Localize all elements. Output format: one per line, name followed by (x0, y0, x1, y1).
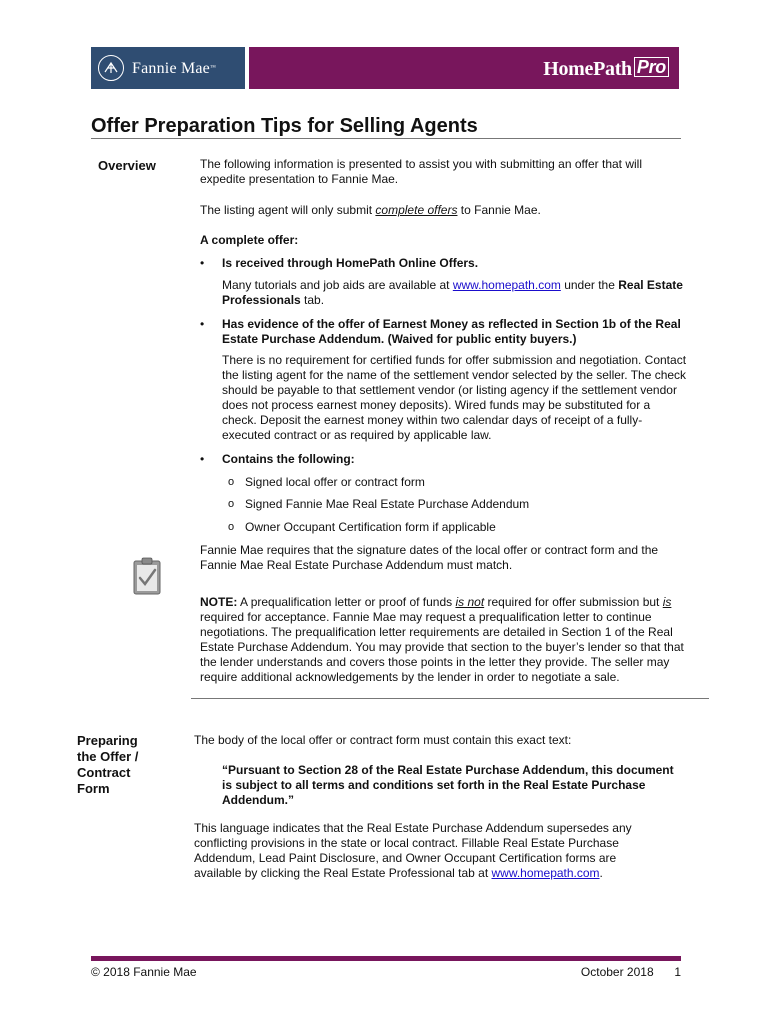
bullet2-text: There is no requirement for certified funds for offer submission and negotiation. Contact the listing agent for the name of the settlement vendor selected by the seller. The check should be payable to that settlement vendor (or listing agency if the settlement vendor does not process earnest money deposits). Wired funds may be substituted for a check. Deposit the earnest money within two calendar days of receipt of a fully-executed contract or as required by applicable law. (222, 353, 687, 442)
footer-date: October 2018 (580, 965, 654, 979)
preparing-intro: The body of the local offer or contract form must contain this exact text: (194, 733, 572, 747)
bullet-icon: • (200, 256, 205, 270)
preparing-body: This language indicates that the Real Estate Purchase Addendum supersedes any conflicting provisions in the state or local contract. Fillable Real Estate Purchase Addendum, Lead Paint Disclosure, and Owner Occupant Certification forms are available by clicking the Real Estate Professional tab at www.homepath.com. (194, 821, 632, 880)
homepath-pro-logo (543, 57, 669, 80)
page-number: 1 (674, 965, 681, 979)
complete-offer-heading: A complete offer: (200, 233, 299, 247)
circle-bullet-icon: o (228, 476, 235, 488)
bullet-icon: • (200, 317, 205, 331)
fannie-mae-logo-icon (98, 55, 124, 81)
bullet1-text: Many tutorials and job aids are available at www.homepath.com under the Real Estate Professionals tab. (222, 278, 683, 307)
required-clause-quote: “Pursuant to Section 28 of the Real Estate Purchase Addendum, this document is subject to all terms and conditions set forth in the Real Estate Purchase Addendum.” (222, 763, 674, 807)
complete-offers-emphasis: complete offers (375, 203, 458, 217)
homepath-banner (249, 47, 679, 89)
pro-logo-text: Pro (634, 57, 669, 77)
fannie-mae-banner (91, 47, 245, 89)
listing-statement: The listing agent will only submit complete offers to Fannie Mae. (200, 203, 541, 217)
circle-bullet-icon: o (228, 498, 235, 510)
bullet1-heading: Is received through HomePath Online Offers. (222, 256, 479, 270)
sub-item: Signed Fannie Mae Real Estate Purchase Addendum (245, 497, 530, 511)
title-divider (91, 138, 681, 139)
bullet-icon: • (200, 452, 205, 466)
signature-note: Fannie Mae requires that the signature dates of the local offer or contract form and the Fannie Mae Real Estate Purchase Addendum must match. (200, 543, 659, 572)
homepath-logo-text: HomePath (543, 58, 632, 80)
clipboard-check-icon (132, 556, 162, 600)
section-divider (191, 698, 709, 699)
page-title: Offer Preparation Tips for Selling Agents (91, 115, 478, 137)
overview-intro: The following information is presented to assist you with submitting an offer that will expedite presentation to Fannie Mae. (200, 157, 642, 186)
bullet2-heading: Has evidence of the offer of Earnest Money as reflected in Section 1b of the Real Estate Purchase Addendum. (Waived for public entity buyers.) (222, 317, 681, 346)
footer-date-page (581, 965, 681, 980)
footer-bar (91, 956, 681, 961)
sub-item: Owner Occupant Certification form if applicable (245, 520, 496, 534)
prequalification-note: NOTE: A prequalification letter or proof of funds is not required for offer submission but is required for acceptance. Fannie Mae may request a prequalification letter to continue negotiations. The prequalification letter requirements are detailed in Section 1 of the Real Estate Purchase Addendum. You may provide that section to the buyer’s lender so that that the lender understands and covers those points in the letter they provide. The seller may require additional acknowledgements by the lender in order to negotiate a sale. (200, 595, 684, 684)
homepath-link[interactable]: www.homepath.com (491, 866, 600, 880)
footer-copyright: © 2018 Fannie Mae (91, 965, 197, 979)
preparing-label: Preparing the Offer / Contract Form (77, 733, 139, 796)
circle-bullet-icon: o (228, 521, 235, 533)
homepath-link[interactable]: www.homepath.com (452, 278, 561, 292)
overview-label: Overview (98, 158, 156, 173)
fannie-mae-logo-text: Fannie Mae™ (132, 59, 217, 77)
sub-item: Signed local offer or contract form (245, 475, 425, 489)
bullet3-heading: Contains the following: (222, 452, 355, 466)
